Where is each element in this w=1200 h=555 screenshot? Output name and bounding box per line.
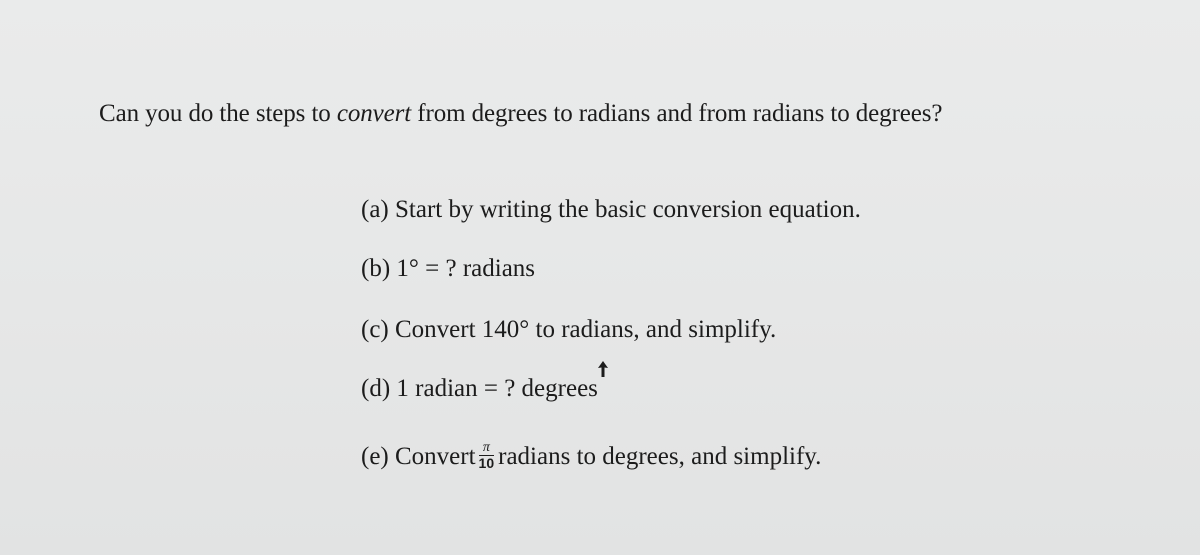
question-emphasis: convert <box>336 100 412 127</box>
item-a: (a) Start by writing the basic conversion equation. <box>361 196 861 223</box>
mouse-pointer-icon <box>597 361 609 377</box>
item-e-prefix: (e) Convert <box>361 443 476 471</box>
item-e-suffix: radians to degrees, and simplify. <box>498 443 822 471</box>
question-heading <box>99 100 942 128</box>
item-e <box>361 440 822 474</box>
pi-over-ten-fraction <box>479 440 495 471</box>
question-text-before: Can you do the steps to <box>99 100 337 127</box>
fraction-denominator: 10 <box>478 455 495 471</box>
item-b: (b) 1° = ? radians <box>361 255 536 282</box>
item-d: (d) 1 radian = ? degrees <box>361 375 598 402</box>
item-c: (c) Convert 140° to radians, and simplify. <box>361 316 777 343</box>
question-text-after: from degrees to radians and from radians to degrees? <box>411 100 943 127</box>
fraction-numerator: π <box>479 440 495 456</box>
